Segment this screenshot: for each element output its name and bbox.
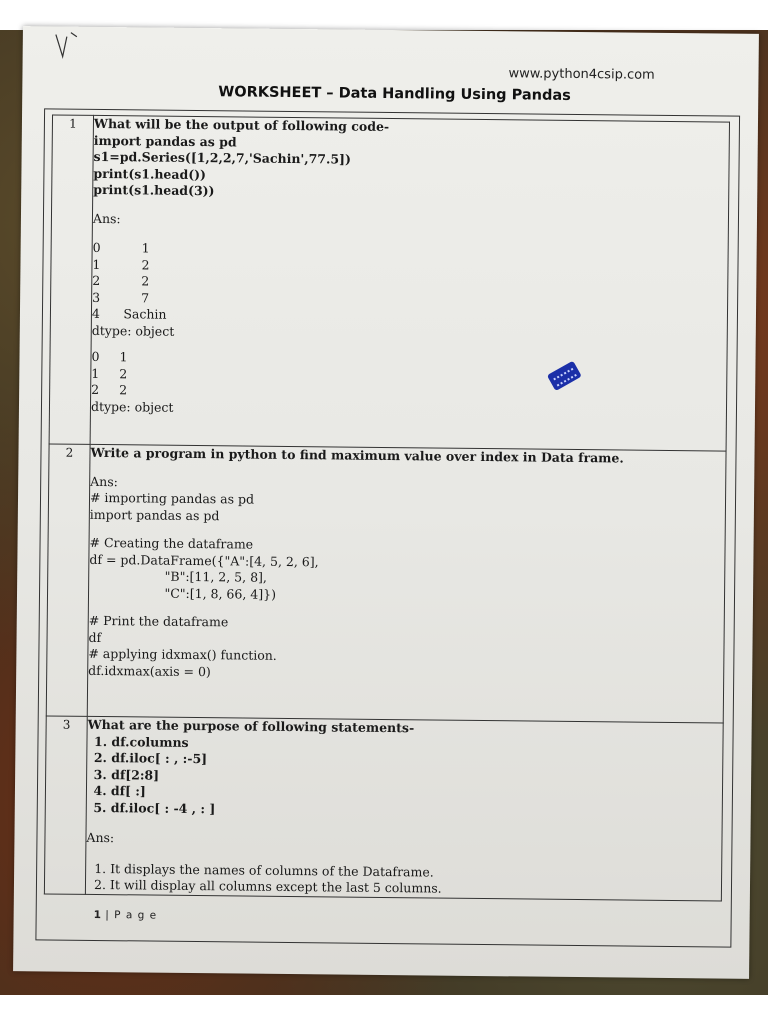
answer-label: Ans: [92,210,121,226]
question-number: 2 [46,444,90,716]
question-1-code [93,116,729,205]
page-footer: 1 | P a g e [93,908,158,922]
background-top [0,0,768,30]
statement-item: 4. df[ :] [111,783,722,806]
code-line: df [88,629,102,645]
code-line: "C":[1, 8, 66, 4]}) [88,584,277,602]
dtype-line: dtype: object [90,398,174,415]
question-line: print(s1.head()) [93,165,207,182]
question-line: import pandas as pd [93,132,237,149]
question-row-1 [49,115,729,451]
statement-item: 5. df.iloc[ : -4 , : ] [111,800,722,823]
output-value: 1 [141,240,150,256]
question-text: Write a program in python to find maximum value over index in Data frame. [90,444,624,466]
answer-list [86,860,721,900]
answer-label: Ans: [90,473,119,489]
question-body [85,716,723,900]
code-line: import pandas as pd [89,506,220,523]
background-bottom [0,995,768,1024]
question-text: What are the purpose of following statements- [87,716,415,736]
question-number: 3 [44,716,87,894]
code-line: # applying idxmax() function. [88,645,277,663]
code-line: "B":[11, 2, 5, 8], [89,567,268,585]
page-label: P a g e [114,909,158,922]
output-index: 2 [92,272,101,288]
output-index: 2 [91,381,100,397]
statement-item: 2. df.iloc[ : , :-5] [111,750,722,773]
output-value: 2 [141,273,150,289]
output-value: 1 [119,349,128,365]
question-row-3 [44,716,723,901]
question-line: print(s1.head(3)) [93,181,215,199]
code-line: # Print the dataframe [88,612,229,630]
output-value: 7 [141,289,150,306]
statement-list [87,733,723,822]
question-number: 1 [49,115,93,444]
code-line: df = pd.DataFrame({"A":[4, 5, 2, 6], [89,551,319,569]
output-index: 1 [91,365,100,381]
code-block [88,490,725,686]
output-index: 1 [92,256,101,272]
output-index: 0 [92,239,101,255]
output-block-2 [91,349,727,422]
output-value: 2 [141,256,150,273]
output-value: 2 [119,365,128,381]
output-value: Sachin [123,306,167,322]
question-row-2 [46,444,726,723]
pen-scribble-icon [51,26,81,66]
website-url: www.python4csip.com [508,66,655,83]
code-line: df.idxmax(axis = 0) [88,662,211,679]
output-value: 2 [119,382,128,398]
answer-item: 2. It will display all columns except the last 5 columns. [110,877,721,900]
worksheet-page [13,26,759,979]
output-index: 0 [91,348,100,364]
output-index: 3 [92,289,101,305]
dtype-line: dtype: object [91,322,175,339]
statement-item: 3. df[2:8] [111,767,722,790]
output-index: 4 [91,305,100,321]
statement-item: 1. df.columns [111,734,722,757]
worksheet-table [44,114,730,901]
output-block-1 [92,240,728,346]
question-body [90,115,729,451]
question-line: s1=pd.Series([1,2,2,7,'Sachin',77.5]) [93,148,351,167]
answer-item: 1. It displays the names of columns of the Dataframe. [110,861,721,884]
code-line: # importing pandas as pd [89,489,255,507]
question-line: What will be the output of following code- [93,115,390,135]
code-line: # Creating the dataframe [89,534,254,552]
worksheet-title: WORKSHEET – Data Handling Using Pandas [218,84,571,104]
answer-label: Ans: [86,829,115,846]
question-body [87,444,726,723]
page-number: 1 [93,908,102,922]
